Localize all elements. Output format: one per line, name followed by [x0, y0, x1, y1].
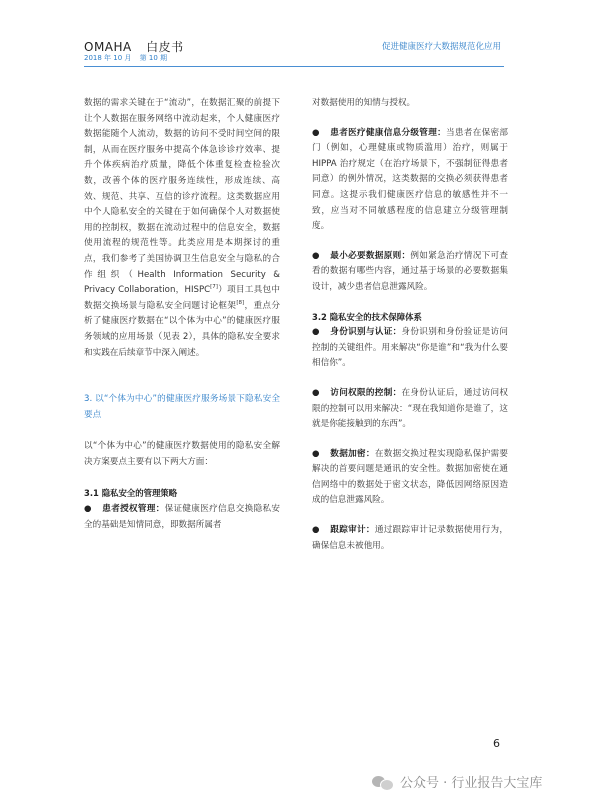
- right-column: [312, 96, 508, 554]
- header-rule: [84, 66, 504, 67]
- paragraph-continuation: 对数据使用的知情与授权。: [312, 98, 416, 108]
- watermark-text: 公众号 · 行业报告大宝库: [400, 776, 543, 791]
- brand-name: OMAHA: [84, 40, 132, 54]
- header-title: 促进健康医疗大数据规范化应用: [381, 42, 501, 52]
- subsection-3-1: 3.1 隐私安全的管理策略: [84, 488, 178, 499]
- bullet-access-control: ● 访问权限的控制：在身份认证后，通过访问权限的控制可以用来解决：“现在我知道你是谁了，这就是你能接触到的东西”。: [312, 387, 508, 430]
- doc-type: 白皮书: [146, 40, 184, 54]
- paragraph-intro: 数据的需求关键在于“流动”，在数据汇聚的前提下让个人数据在服务网络中流动起来，个人健康医疗数据能随个人流动，数据的访问不受时间空间的限制，从而在医疗服务中提高个体急诊诊疗效率、提升个体疾病治疗质量，降低个体重复检查检验次数，改善个体的医疗服务连续性，形成连续、高效、规范、共享、互信的诊疗流程。这类数据应用中个人隐私安全的关键在于如何确保个人对数据使用的控制权，数据在流动过程中的信息安全，数据使用流程的规范性等。此类应用是本期探讨的重点，我们参考了美国协调卫生信息安全与隐私的合作组织（Health Information Security & Privacy Collaboration，HISPC[7]）项目工具包中数据交换场景与隐私安全问题讨论框架[8]，重点分析了健康医疗数据在“以个体为中心”的健康医疗服务领域的应用场景（见表 2），具体的隐私安全要求和实践在后续章节中深入阐述。: [84, 98, 280, 358]
- watermark: [372, 772, 542, 791]
- bullet-patient-authorization: ● 患者授权管理：保证健康医疗信息交换隐私安全的基础是知情同意，即数据所属者: [84, 504, 280, 530]
- publish-date: 2018 年 10 月: [84, 54, 132, 62]
- bullet-info-grading: ● 患者医疗健康信息分级管理：当患者在保密部门（例如，心理健康或物质滥用）治疗，则属于 HIPPA 治疗规定（在治疗场景下，不强制征得患者同意）的例外情况，这类数据的交换必须获得患者同意。这提示我们健康医疗信息的敏感性并不一致，应当对不同敏感程度的信息建立分级管理制度。: [312, 127, 508, 232]
- section-heading-3: 3. 以“个体为中心”的健康医疗服务场景下隐私安全要点: [84, 394, 280, 420]
- subsection-3-2: 3.2 隐私安全的技术保障体系: [312, 311, 422, 322]
- page-number: 6: [493, 737, 500, 750]
- issue-number: 第 10 期: [139, 54, 167, 62]
- header-date: [84, 53, 173, 63]
- bullet-encryption: ● 数据加密：在数据交换过程实现隐私保护需要解决的首要问题是通讯的安全性。数据加密使在通信网络中的数据处于密文状态，降低因网络原因造成的信息泄露风险。: [312, 448, 508, 506]
- bullet-minimum-data: ● 最小必要数据原则：例如紧急治疗情况下可查看的数据有哪些内容，通过基于场景的必要数据集设计，减少患者信息泄露风险。: [312, 250, 508, 292]
- paragraph-section-3: 以“个体为中心”的健康医疗数据使用的隐私安全解决方案要点主要有以下两大方面：: [84, 441, 280, 467]
- left-column: [84, 96, 280, 533]
- wechat-icon: [372, 774, 394, 790]
- bullet-audit: ● 跟踪审计：通过跟踪审计记录数据使用行为，确保信息未被他用。: [312, 525, 508, 551]
- bullet-identity-auth: ● 身份识别与认证：身份识别和身份验证是访问控制的关键组件。用来解决“你是谁”和“我为什么要相信你”。: [312, 327, 508, 369]
